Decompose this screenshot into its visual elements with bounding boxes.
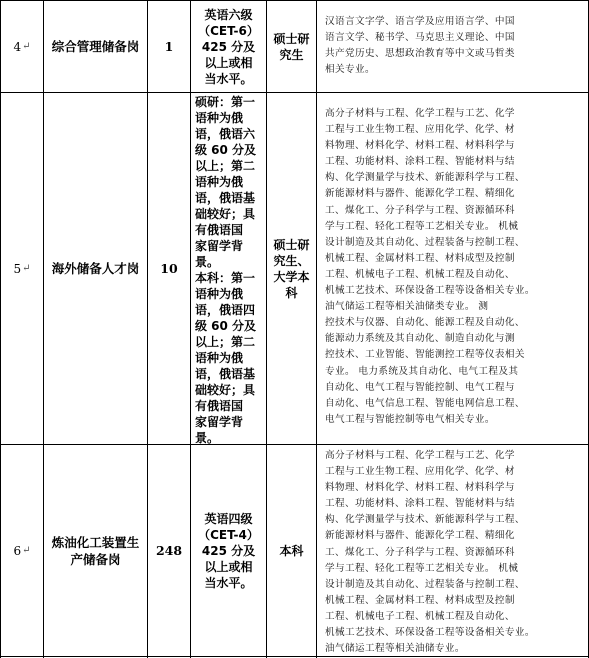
table-row-6-language <box>191 445 266 656</box>
language-line: （CET-4） <box>198 527 259 542</box>
table-row-6-education: 本科 <box>279 543 304 558</box>
table-row-5-count: 10 <box>160 261 178 276</box>
language-line: 有俄语国 <box>195 399 244 413</box>
major-line: 料物理、材料化学、材料工程、材料科学与 <box>325 140 515 152</box>
language-line: 以上；第二 <box>195 159 256 173</box>
table-row-4-count: 1 <box>164 39 174 54</box>
table-row-5-language <box>191 94 266 444</box>
language-line: 级 60 分及 <box>195 319 257 333</box>
table-row-5-education: 硕士研究生、大学本科 <box>273 237 310 300</box>
language-line: 以上或相 <box>204 55 253 70</box>
major-line: 专业。 电力系统及其自动化、电气工程及其 <box>325 365 519 377</box>
major-line: 控技术与仪器、自动化、能源工程及自动化、 <box>325 317 525 329</box>
major-line: 油气储运工程等相关油储专业。 <box>325 643 465 655</box>
index-text: 5 <box>13 261 22 276</box>
major-line: 控技术、工业智能、智能测控工程等仪表相关 <box>325 349 525 361</box>
language-line: 以上；第二 <box>195 335 256 349</box>
language-line: 以上或相 <box>204 559 253 574</box>
major-line: 构、化学测量学与技术、新能源科学与工程、 <box>325 172 525 184</box>
major-line: 设计制造及其自动化、过程装备与控制工程、 <box>325 236 525 248</box>
major-line: 汉语言文字学、语言学及应用语言学、中国 <box>325 16 515 27</box>
major-line: 工程、功能材料、涂料工程、智能材料与结 <box>325 498 515 510</box>
table-row-6-index <box>1 445 43 656</box>
major-line: 机械工程、金属材料工程、材料成型及控制 <box>325 594 515 606</box>
major-line: 机械工艺技术、环保设备工程等设备相关专业。 <box>325 285 535 297</box>
table-row-4-index <box>1 1 43 92</box>
major-line: 相关专业。 <box>325 64 375 76</box>
major-line: 工程与工业生物工程、应用化学、化学、材 <box>325 466 515 478</box>
language-line: 当水平。 <box>204 71 253 86</box>
major-line: 料物理、材料化学、材料工程、材料科学与 <box>325 482 515 494</box>
language-line: 语，俄语六 <box>195 127 256 141</box>
major-line: 机械工程、金属材料工程、材料成型及控制 <box>325 252 515 264</box>
paragraph-mark: ↵ <box>22 41 31 52</box>
major-line: 语言文学、秘书学、马克思主义理论、中国 <box>325 32 515 44</box>
major-line: 工、煤化工、分子科学与工程、资源循环科 <box>325 204 515 216</box>
table-row-5-position: 海外储备人才岗 <box>51 261 140 276</box>
language-line: 家留学背 <box>195 415 244 429</box>
major-line: 共产党历史、思想政治教育等中文或马哲类 <box>325 48 515 60</box>
major-line: 自动化、电气工程与智能控制、电气工程与 <box>325 381 515 393</box>
major-line: 工、煤化工、分子科学与工程、资源循环科 <box>325 546 515 558</box>
language-line: 英语四级 <box>204 511 253 526</box>
major-line: 工程、机械电子工程、机械工程及自动化、 <box>325 610 515 622</box>
table-row-6-count: 248 <box>155 543 183 558</box>
table-row-4-majors <box>317 12 588 92</box>
major-line: 学与工程、轻化工程等工艺相关专业。 机械 <box>325 562 519 574</box>
major-line: 新能源材料与器件、能源化学工程、精细化 <box>325 530 515 542</box>
major-line: 新能源材料与器件、能源化学工程、精细化 <box>325 188 515 200</box>
table-row-6-majors <box>317 446 588 656</box>
language-line: （CET-6） <box>198 23 259 38</box>
table-row-5-majors <box>317 104 588 444</box>
index-text: 4 <box>13 39 22 54</box>
language-line: 硕研：第一 <box>195 95 256 109</box>
language-line: 语种为俄 <box>195 351 244 365</box>
paragraph-mark: ↵ <box>22 263 31 274</box>
major-line: 机械工艺技术、环保设备工程等设备相关专业。 <box>325 627 535 639</box>
language-line: 语种为俄 <box>195 175 244 189</box>
paragraph-mark: ↵ <box>22 545 31 556</box>
language-line: 础较好；具 <box>195 207 256 221</box>
language-line: 英语六级 <box>204 7 253 22</box>
language-line: 家留学背 <box>195 239 244 253</box>
language-line: 础较好；具 <box>195 383 256 397</box>
language-line: 425 分及 <box>201 543 256 558</box>
index-text: 6 <box>13 543 22 558</box>
major-line: 工程、机械电子工程、机械工程及自动化、 <box>325 268 515 280</box>
major-line: 油气储运工程等相关油储类专业。 测 <box>325 301 489 313</box>
major-line: 工程与工业生物工程、应用化学、化学、材 <box>325 124 515 136</box>
language-line: 语，俄语基 <box>195 367 256 381</box>
language-line: 425 分及 <box>201 39 256 54</box>
language-line: 语种为俄 <box>195 287 244 301</box>
row-border <box>0 656 589 657</box>
major-line: 能源动力系统及其自动化、制造自动化与测 <box>325 333 515 345</box>
major-line: 高分子材料与工程、化学工程与工艺、化学 <box>325 108 515 119</box>
major-line: 高分子材料与工程、化学工程与工艺、化学 <box>325 450 515 461</box>
table-row-4-language <box>191 1 266 92</box>
table-row-6-position: 炼油化工装置生产储备岗 <box>51 534 140 567</box>
major-line: 自动化、电气信息工程、智能电网信息工程、 <box>325 397 525 409</box>
language-line: 景。 <box>195 431 220 445</box>
language-line: 景。 <box>195 255 220 269</box>
language-line: 级 60 分及 <box>195 143 257 157</box>
language-line: 语种为俄 <box>195 111 244 125</box>
language-line: 语，俄语基 <box>195 191 256 205</box>
table-row-5-index <box>1 93 43 444</box>
language-line: 当水平。 <box>204 575 253 590</box>
language-line: 语，俄语四 <box>195 303 256 317</box>
major-line: 学与工程、轻化工程等工艺相关专业。 机械 <box>325 220 519 232</box>
major-line: 电气工程与智能控制等电气相关专业。 <box>325 413 495 425</box>
table-row-4-education: 硕士研究生 <box>273 31 310 62</box>
language-line: 本科：第一 <box>195 271 256 285</box>
table-row-4-position: 综合管理储备岗 <box>51 39 140 54</box>
major-line: 设计制造及其自动化、过程装备与控制工程、 <box>325 578 525 590</box>
major-line: 构、化学测量学与技术、新能源科学与工程、 <box>325 514 525 526</box>
language-line: 有俄语国 <box>195 223 244 237</box>
major-line: 工程、功能材料、涂料工程、智能材料与结 <box>325 156 515 168</box>
